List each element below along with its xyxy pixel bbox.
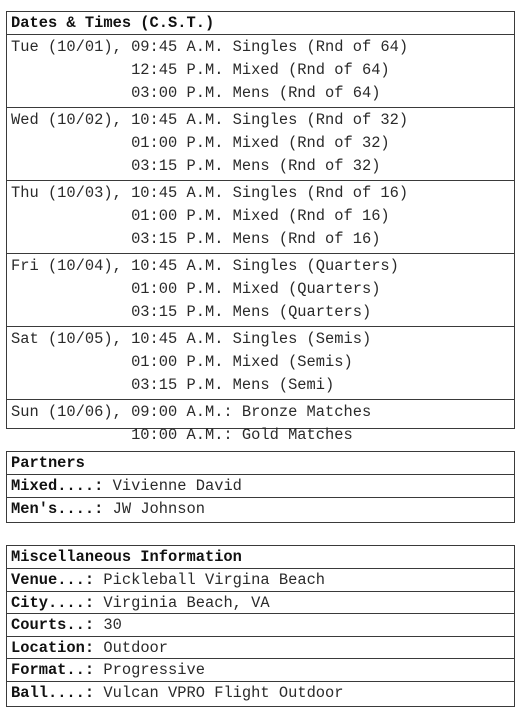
info-label: Courts [11, 616, 67, 634]
day-group-thu [7, 181, 514, 254]
schedule-line: Tue (10/01), 09:45 A.M. Singles (Rnd of 64) [11, 38, 409, 56]
day-group-fri [7, 254, 514, 327]
partner-label: Mixed [11, 477, 58, 495]
schedule-line: Fri (10/04), 10:45 A.M. Singles (Quarters) [11, 257, 399, 275]
day-group-wed [7, 108, 514, 181]
info-label: Venue [11, 571, 58, 589]
info-row-location [7, 637, 514, 660]
info-row-format [7, 659, 514, 682]
info-dots: ....: [47, 683, 104, 702]
info-dots: ...: [57, 571, 104, 589]
info-value: Virginia Beach, VA [103, 593, 270, 612]
info-label: Ball [11, 683, 48, 702]
day-group-tue [7, 35, 514, 108]
info-value: Outdoor [103, 638, 169, 657]
schedule-line: Wed (10/02), 10:45 A.M. Singles (Rnd of 32) [11, 111, 409, 129]
schedule-line: 03:15 P.M. Mens (Rnd of 16) [11, 230, 381, 248]
schedule-line: 01:00 P.M. Mixed (Semis) [11, 353, 353, 371]
info-label: Location [11, 638, 85, 657]
info-value: 30 [103, 616, 122, 634]
partner-value: JW Johnson [112, 499, 205, 518]
partner-value: Vivienne David [112, 477, 242, 495]
schedule-line: 03:15 P.M. Mens (Semi) [11, 376, 335, 394]
info-dots: : [84, 638, 104, 657]
day-group-sun [7, 400, 514, 449]
partners-title: Partners [7, 452, 514, 475]
schedule-line: 12:45 P.M. Mixed (Rnd of 64) [11, 61, 390, 79]
info-label: Format [11, 661, 67, 679]
schedule-line: 03:15 P.M. Mens (Rnd of 32) [11, 157, 381, 175]
schedule-title: Dates & Times (C.S.T.) [7, 12, 514, 35]
info-row-city [7, 592, 514, 615]
info-dots: ..: [66, 616, 104, 634]
schedule-line: 01:00 P.M. Mixed (Quarters) [11, 280, 381, 298]
schedule-line: 01:00 P.M. Mixed (Rnd of 32) [11, 134, 390, 152]
schedule-line: 10:00 A.M.: Gold Matches [11, 426, 353, 444]
info-value: Progressive [103, 661, 205, 679]
info-label: City [11, 593, 48, 612]
partner-dots: ....: [57, 477, 113, 495]
info-value: Vulcan VPRO Flight Outdoor [103, 683, 344, 702]
day-group-sat [7, 327, 514, 400]
partner-label: Men's [11, 499, 58, 518]
schedule-line: Sat (10/05), 10:45 A.M. Singles (Semis) [11, 330, 372, 348]
schedule-line: 01:00 P.M. Mixed (Rnd of 16) [11, 207, 390, 225]
misc-info-table [6, 545, 515, 707]
info-dots: ..: [66, 661, 104, 679]
info-row-ball [7, 682, 514, 705]
schedule-line: Sun (10/06), 09:00 A.M.: Bronze Matches [11, 403, 372, 421]
schedule-line: Thu (10/03), 10:45 A.M. Singles (Rnd of 16) [11, 184, 409, 202]
partner-row-mens [7, 498, 514, 521]
info-row-courts [7, 614, 514, 637]
schedule-table [6, 11, 515, 444]
info-row-venue [7, 569, 514, 592]
schedule-line: 03:00 P.M. Mens (Rnd of 64) [11, 84, 381, 102]
misc-title: Miscellaneous Information [7, 546, 514, 569]
schedule-line: 03:15 P.M. Mens (Quarters) [11, 303, 372, 321]
partners-table [6, 451, 515, 523]
partner-dots: ....: [57, 499, 113, 518]
info-dots: ....: [47, 593, 104, 612]
partner-row-mixed [7, 475, 514, 498]
info-value: Pickleball Virgina Beach [103, 571, 326, 589]
